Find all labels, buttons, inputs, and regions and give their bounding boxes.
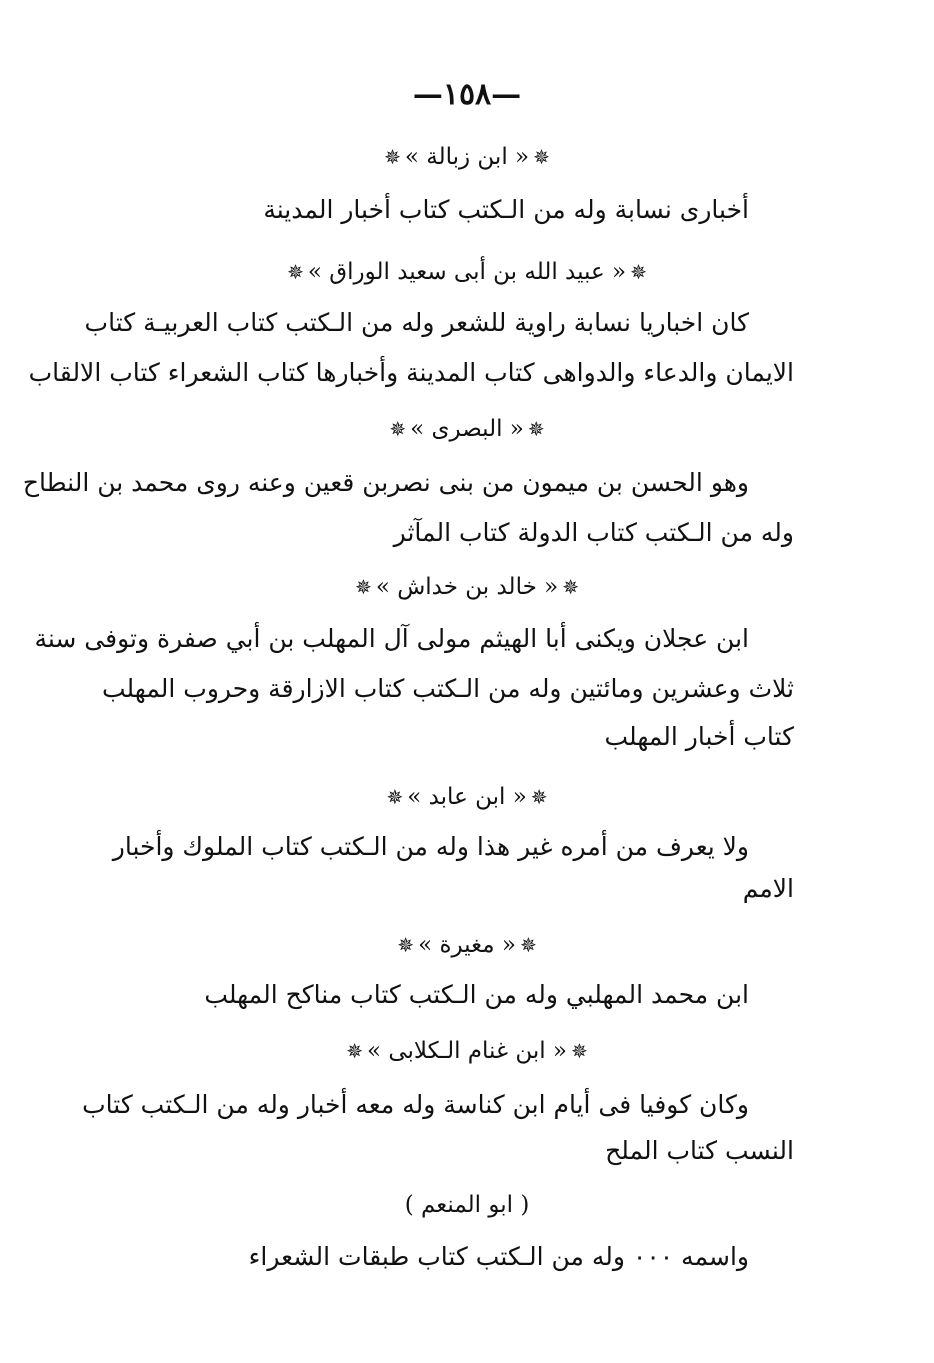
entry-heading-text: « مغيرة » [418,932,516,958]
entry-heading [0,570,934,604]
entry-heading-text: « البصرى » [410,416,524,442]
ornament-icon: ✵ [630,260,647,284]
page-number: —١٥٨— [412,77,522,112]
ornament-icon: ✵ [571,1039,588,1063]
ornament-icon: ✵ [562,575,579,599]
entry-heading [0,1034,934,1068]
entry-line: أخبارى نسابة وله من الـكتب كتاب أخبار المدينة [263,195,749,224]
entry-line: ولا يعرف من أمره غير هذا وله من الـكتب كتاب الملوك وأخبار [112,832,749,861]
entry-line: كان اخباريا نسابة راوية للشعر وله من الـكتب كتاب العربيـة كتاب [84,308,749,337]
ornament-icon: ✵ [287,260,304,284]
entry-line: ابن محمد المهلبي وله من الـكتب كتاب مناكح المهلب [204,980,749,1009]
entry-line: ابن عجلان ويكنى أبا الهيثم مولى آل المهلب بن أبي صفرة وتوفى سنة [34,624,749,653]
ornament-icon: ✵ [346,1039,363,1063]
entry-heading [0,140,934,174]
ornament-icon: ✵ [530,785,548,809]
entry-line: وهو الحسن بن ميمون من بنى نصربن قعين وعنه روى محمد بن النطاح [22,468,749,497]
entry-heading-text: « ابن زبالة » [404,144,530,170]
entry-heading-text: « ابن غنام الـكلابى » [366,1038,568,1064]
ornament-icon: ✵ [384,145,401,169]
entry-heading [0,255,934,289]
entry-heading [0,780,934,814]
entry-line: واسمه ۰۰۰ وله من الـكتب كتاب طبقات الشعراء [248,1242,749,1271]
entry-line: ثلاث وعشرين ومائتين وله من الـكتب كتاب الازارقة وحروب المهلب [101,674,794,703]
entry-heading-text: « خالد بن خداش » [375,574,559,600]
ornament-icon: ✵ [527,417,545,441]
ornament-icon: ✵ [389,417,407,441]
ornament-icon: ✵ [519,933,537,957]
entry-heading [0,928,934,962]
entry-heading-text: « ابن عابد » [407,784,527,810]
entry-heading: ( ابو المنعم ) [404,1192,530,1218]
ornament-icon: ✵ [386,785,404,809]
entry-line: وكان كوفيا فى أيام ابن كناسة وله معه أخبار وله من الـكتب كتاب [82,1090,749,1119]
entry-heading [0,412,934,446]
entry-line: الامم [742,874,794,903]
entry-line: النسب كتاب الملح [605,1136,794,1165]
ornament-icon: ✵ [397,933,415,957]
entry-line: وله من الـكتب كتاب الدولة كتاب المآثر [393,518,794,547]
ornament-icon: ✵ [355,575,372,599]
entry-line: الايمان والدعاء والدواهى كتاب المدينة وأخبارها كتاب الشعراء كتاب الالقاب [28,358,794,387]
entry-heading-text: « عبيد الله بن أبى سعيد الوراق » [307,259,627,285]
entry-line: كتاب أخبار المهلب [604,722,794,751]
ornament-icon: ✵ [533,145,550,169]
